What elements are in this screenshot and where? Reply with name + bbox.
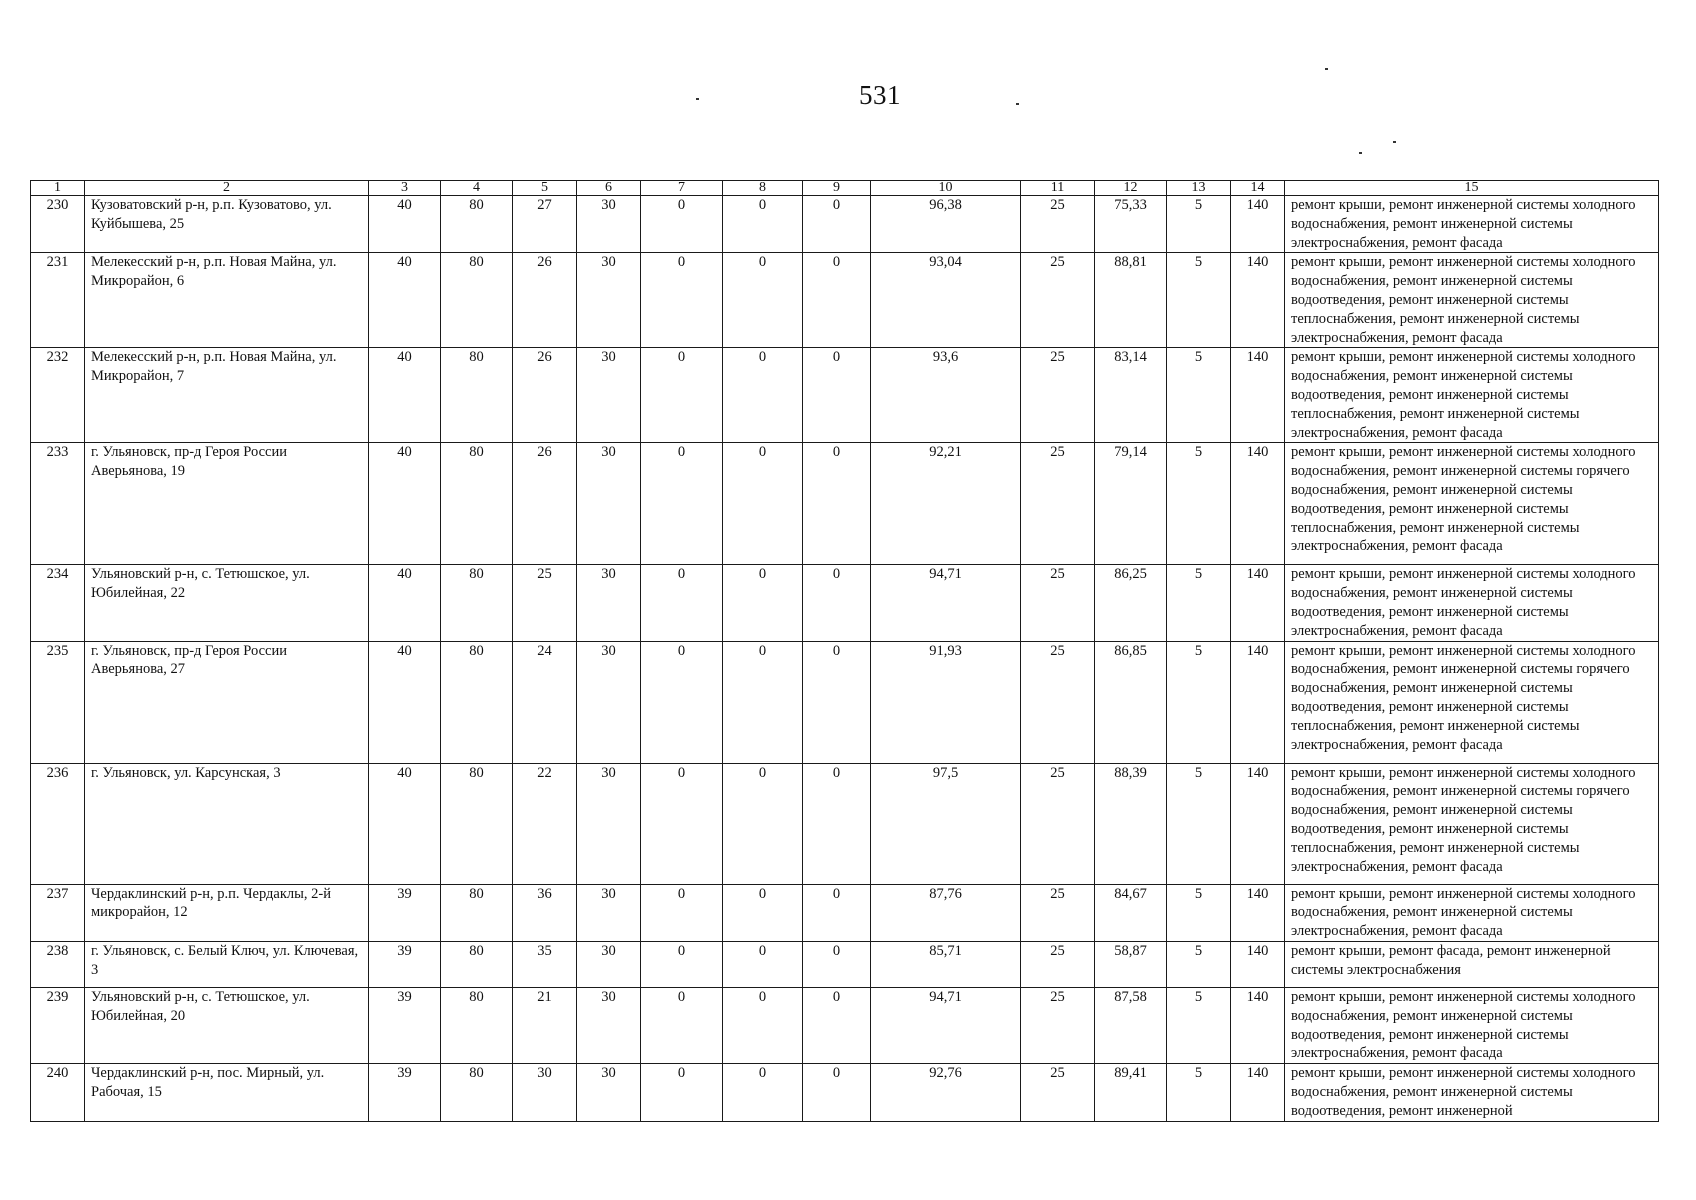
address-cell: Ульяновский р-н, с. Тетюшское, ул. Юбилейная, 20 [85, 987, 369, 1063]
value-cell: 84,67 [1095, 884, 1167, 941]
value-cell: 88,39 [1095, 763, 1167, 884]
value-cell: 93,04 [871, 253, 1021, 348]
value-cell: 5 [1167, 565, 1231, 641]
table-row [31, 196, 1659, 253]
value-cell: 25 [1021, 565, 1095, 641]
address-cell: Кузоватовский р-н, р.п. Кузоватово, ул. Куйбышева, 25 [85, 196, 369, 253]
value-cell: 80 [441, 253, 513, 348]
value-cell: 30 [577, 987, 641, 1063]
value-cell: 80 [441, 941, 513, 987]
column-header: 8 [723, 181, 803, 196]
works-cell: ремонт крыши, ремонт инженерной системы холодного водоснабжения, ремонт инженерной системы горячего водоснабжения, ремонт инженерной системы водоотведения, ремонт инженерной системы теплоснабжения, ремонт инженерной системы электроснабжения, ремонт фасада [1285, 641, 1659, 763]
column-header: 7 [641, 181, 723, 196]
value-cell: 0 [641, 763, 723, 884]
value-cell: 0 [803, 763, 871, 884]
value-cell: 35 [513, 941, 577, 987]
value-cell: 80 [441, 763, 513, 884]
address-cell: Мелекесский р-н, р.п. Новая Майна, ул. Микрорайон, 6 [85, 253, 369, 348]
value-cell: 85,71 [871, 941, 1021, 987]
works-cell: ремонт крыши, ремонт инженерной системы холодного водоснабжения, ремонт инженерной системы горячего водоснабжения, ремонт инженерной системы водоотведения, ремонт инженерной системы теплоснабжения, ремонт инженерной системы электроснабжения, ремонт фасада [1285, 443, 1659, 565]
works-cell: ремонт крыши, ремонт инженерной системы холодного водоснабжения, ремонт инженерной системы электроснабжения, ремонт фасада [1285, 196, 1659, 253]
address-cell: Чердаклинский р-н, р.п. Чердаклы, 2-й микрорайон, 12 [85, 884, 369, 941]
works-cell: ремонт крыши, ремонт фасада, ремонт инженерной системы электроснабжения [1285, 941, 1659, 987]
value-cell: 86,85 [1095, 641, 1167, 763]
value-cell: 39 [369, 884, 441, 941]
value-cell: 30 [577, 565, 641, 641]
value-cell: 96,38 [871, 196, 1021, 253]
row-number-cell: 235 [31, 641, 85, 763]
row-number-cell: 233 [31, 443, 85, 565]
value-cell: 30 [577, 641, 641, 763]
value-cell: 0 [723, 987, 803, 1063]
value-cell: 30 [577, 348, 641, 443]
address-cell: г. Ульяновск, пр-д Героя России Аверьянова, 19 [85, 443, 369, 565]
value-cell: 25 [1021, 1064, 1095, 1121]
works-cell: ремонт крыши, ремонт инженерной системы холодного водоснабжения, ремонт инженерной системы водоотведения, ремонт инженерной системы теплоснабжения, ремонт инженерной системы электроснабжения, ремонт фасада [1285, 253, 1659, 348]
repair-register-table [30, 180, 1659, 1122]
value-cell: 0 [723, 565, 803, 641]
value-cell: 5 [1167, 196, 1231, 253]
value-cell: 80 [441, 443, 513, 565]
value-cell: 0 [641, 987, 723, 1063]
column-header: 2 [85, 181, 369, 196]
value-cell: 21 [513, 987, 577, 1063]
value-cell: 0 [723, 443, 803, 565]
value-cell: 36 [513, 884, 577, 941]
value-cell: 5 [1167, 253, 1231, 348]
table-row [31, 941, 1659, 987]
value-cell: 140 [1231, 1064, 1285, 1121]
table-row [31, 253, 1659, 348]
row-number-cell: 234 [31, 565, 85, 641]
column-header: 15 [1285, 181, 1659, 196]
value-cell: 5 [1167, 941, 1231, 987]
value-cell: 27 [513, 196, 577, 253]
value-cell: 88,81 [1095, 253, 1167, 348]
value-cell: 40 [369, 443, 441, 565]
value-cell: 89,41 [1095, 1064, 1167, 1121]
value-cell: 40 [369, 196, 441, 253]
value-cell: 80 [441, 1064, 513, 1121]
value-cell: 140 [1231, 196, 1285, 253]
row-number-cell: 232 [31, 348, 85, 443]
value-cell: 26 [513, 348, 577, 443]
value-cell: 0 [803, 1064, 871, 1121]
value-cell: 140 [1231, 941, 1285, 987]
row-number-cell: 240 [31, 1064, 85, 1121]
row-number-cell: 236 [31, 763, 85, 884]
value-cell: 97,5 [871, 763, 1021, 884]
header-row [31, 181, 1659, 196]
row-number-cell: 231 [31, 253, 85, 348]
column-header: 4 [441, 181, 513, 196]
value-cell: 0 [803, 348, 871, 443]
value-cell: 25 [1021, 443, 1095, 565]
value-cell: 0 [803, 941, 871, 987]
row-number-cell: 239 [31, 987, 85, 1063]
value-cell: 0 [723, 884, 803, 941]
row-number-cell: 238 [31, 941, 85, 987]
value-cell: 58,87 [1095, 941, 1167, 987]
table-row [31, 641, 1659, 763]
column-header: 10 [871, 181, 1021, 196]
value-cell: 5 [1167, 987, 1231, 1063]
scan-speck [1359, 152, 1362, 154]
value-cell: 25 [1021, 253, 1095, 348]
address-cell: Чердаклинский р-н, пос. Мирный, ул. Рабочая, 15 [85, 1064, 369, 1121]
scan-speck [1325, 68, 1328, 70]
value-cell: 140 [1231, 884, 1285, 941]
value-cell: 30 [577, 1064, 641, 1121]
value-cell: 39 [369, 941, 441, 987]
value-cell: 30 [513, 1064, 577, 1121]
value-cell: 30 [577, 763, 641, 884]
column-header: 14 [1231, 181, 1285, 196]
works-cell: ремонт крыши, ремонт инженерной системы холодного водоснабжения, ремонт инженерной системы водоотведения, ремонт инженерной системы электроснабжения, ремонт фасада [1285, 565, 1659, 641]
table-row [31, 763, 1659, 884]
value-cell: 0 [803, 565, 871, 641]
value-cell: 0 [803, 641, 871, 763]
value-cell: 25 [1021, 763, 1095, 884]
works-cell: ремонт крыши, ремонт инженерной системы холодного водоснабжения, ремонт инженерной системы водоотведения, ремонт инженерной системы электроснабжения, ремонт фасада [1285, 987, 1659, 1063]
value-cell: 40 [369, 641, 441, 763]
column-header: 11 [1021, 181, 1095, 196]
table-row [31, 348, 1659, 443]
value-cell: 86,25 [1095, 565, 1167, 641]
value-cell: 80 [441, 196, 513, 253]
value-cell: 0 [641, 884, 723, 941]
value-cell: 140 [1231, 641, 1285, 763]
value-cell: 0 [723, 763, 803, 884]
column-header: 9 [803, 181, 871, 196]
works-cell: ремонт крыши, ремонт инженерной системы холодного водоснабжения, ремонт инженерной системы водоотведения, ремонт инженерной системы теплоснабжения, ремонт инженерной системы электроснабжения, ремонт фасада [1285, 348, 1659, 443]
value-cell: 30 [577, 443, 641, 565]
table-row [31, 1064, 1659, 1121]
value-cell: 83,14 [1095, 348, 1167, 443]
value-cell: 79,14 [1095, 443, 1167, 565]
scan-speck [1016, 103, 1019, 105]
value-cell: 0 [641, 348, 723, 443]
value-cell: 0 [641, 443, 723, 565]
value-cell: 140 [1231, 987, 1285, 1063]
value-cell: 94,71 [871, 565, 1021, 641]
table-row [31, 884, 1659, 941]
column-header: 5 [513, 181, 577, 196]
value-cell: 140 [1231, 348, 1285, 443]
column-header: 1 [31, 181, 85, 196]
value-cell: 75,33 [1095, 196, 1167, 253]
works-cell: ремонт крыши, ремонт инженерной системы холодного водоснабжения, ремонт инженерной системы водоотведения, ремонт инженерной [1285, 1064, 1659, 1121]
scan-speck [1393, 141, 1396, 143]
value-cell: 87,76 [871, 884, 1021, 941]
works-cell: ремонт крыши, ремонт инженерной системы холодного водоснабжения, ремонт инженерной системы горячего водоснабжения, ремонт инженерной системы водоотведения, ремонт инженерной системы теплоснабжения, ремонт инженерной системы электроснабжения, ремонт фасада [1285, 763, 1659, 884]
value-cell: 0 [723, 196, 803, 253]
column-header: 13 [1167, 181, 1231, 196]
value-cell: 0 [803, 443, 871, 565]
value-cell: 39 [369, 1064, 441, 1121]
row-number-cell: 237 [31, 884, 85, 941]
value-cell: 25 [1021, 348, 1095, 443]
table-row [31, 565, 1659, 641]
value-cell: 140 [1231, 443, 1285, 565]
value-cell: 40 [369, 348, 441, 443]
column-header: 6 [577, 181, 641, 196]
value-cell: 0 [641, 641, 723, 763]
value-cell: 80 [441, 987, 513, 1063]
value-cell: 22 [513, 763, 577, 884]
value-cell: 0 [723, 1064, 803, 1121]
value-cell: 0 [723, 253, 803, 348]
value-cell: 92,21 [871, 443, 1021, 565]
value-cell: 30 [577, 884, 641, 941]
value-cell: 25 [1021, 987, 1095, 1063]
value-cell: 80 [441, 641, 513, 763]
value-cell: 26 [513, 443, 577, 565]
value-cell: 0 [641, 196, 723, 253]
address-cell: г. Ульяновск, ул. Карсунская, 3 [85, 763, 369, 884]
value-cell: 26 [513, 253, 577, 348]
value-cell: 5 [1167, 641, 1231, 763]
column-header: 3 [369, 181, 441, 196]
value-cell: 5 [1167, 763, 1231, 884]
scan-speck [696, 98, 699, 100]
page-number: 531 [859, 80, 901, 110]
value-cell: 0 [641, 1064, 723, 1121]
value-cell: 40 [369, 763, 441, 884]
value-cell: 25 [1021, 884, 1095, 941]
address-cell: Ульяновский р-н, с. Тетюшское, ул. Юбилейная, 22 [85, 565, 369, 641]
address-cell: г. Ульяновск, пр-д Героя России Аверьянова, 27 [85, 641, 369, 763]
value-cell: 140 [1231, 253, 1285, 348]
value-cell: 25 [513, 565, 577, 641]
table-row [31, 987, 1659, 1063]
value-cell: 25 [1021, 941, 1095, 987]
value-cell: 0 [803, 987, 871, 1063]
value-cell: 0 [723, 348, 803, 443]
value-cell: 40 [369, 253, 441, 348]
works-cell: ремонт крыши, ремонт инженерной системы холодного водоснабжения, ремонт инженерной системы электроснабжения, ремонт фасада [1285, 884, 1659, 941]
row-number-cell: 230 [31, 196, 85, 253]
value-cell: 30 [577, 941, 641, 987]
value-cell: 140 [1231, 763, 1285, 884]
value-cell: 0 [803, 196, 871, 253]
value-cell: 30 [577, 196, 641, 253]
address-cell: Мелекесский р-н, р.п. Новая Майна, ул. Микрорайон, 7 [85, 348, 369, 443]
value-cell: 93,6 [871, 348, 1021, 443]
column-header: 12 [1095, 181, 1167, 196]
value-cell: 25 [1021, 196, 1095, 253]
address-cell: г. Ульяновск, с. Белый Ключ, ул. Ключевая, 3 [85, 941, 369, 987]
value-cell: 24 [513, 641, 577, 763]
table-row [31, 443, 1659, 565]
value-cell: 0 [723, 641, 803, 763]
value-cell: 92,76 [871, 1064, 1021, 1121]
value-cell: 80 [441, 565, 513, 641]
value-cell: 5 [1167, 884, 1231, 941]
value-cell: 5 [1167, 1064, 1231, 1121]
value-cell: 87,58 [1095, 987, 1167, 1063]
value-cell: 0 [803, 253, 871, 348]
value-cell: 0 [641, 941, 723, 987]
value-cell: 91,93 [871, 641, 1021, 763]
value-cell: 30 [577, 253, 641, 348]
table-body [31, 196, 1659, 1122]
value-cell: 5 [1167, 348, 1231, 443]
value-cell: 0 [803, 884, 871, 941]
value-cell: 39 [369, 987, 441, 1063]
value-cell: 25 [1021, 641, 1095, 763]
value-cell: 40 [369, 565, 441, 641]
value-cell: 0 [723, 941, 803, 987]
value-cell: 0 [641, 565, 723, 641]
value-cell: 140 [1231, 565, 1285, 641]
value-cell: 80 [441, 348, 513, 443]
value-cell: 0 [641, 253, 723, 348]
value-cell: 5 [1167, 443, 1231, 565]
value-cell: 94,71 [871, 987, 1021, 1063]
value-cell: 80 [441, 884, 513, 941]
